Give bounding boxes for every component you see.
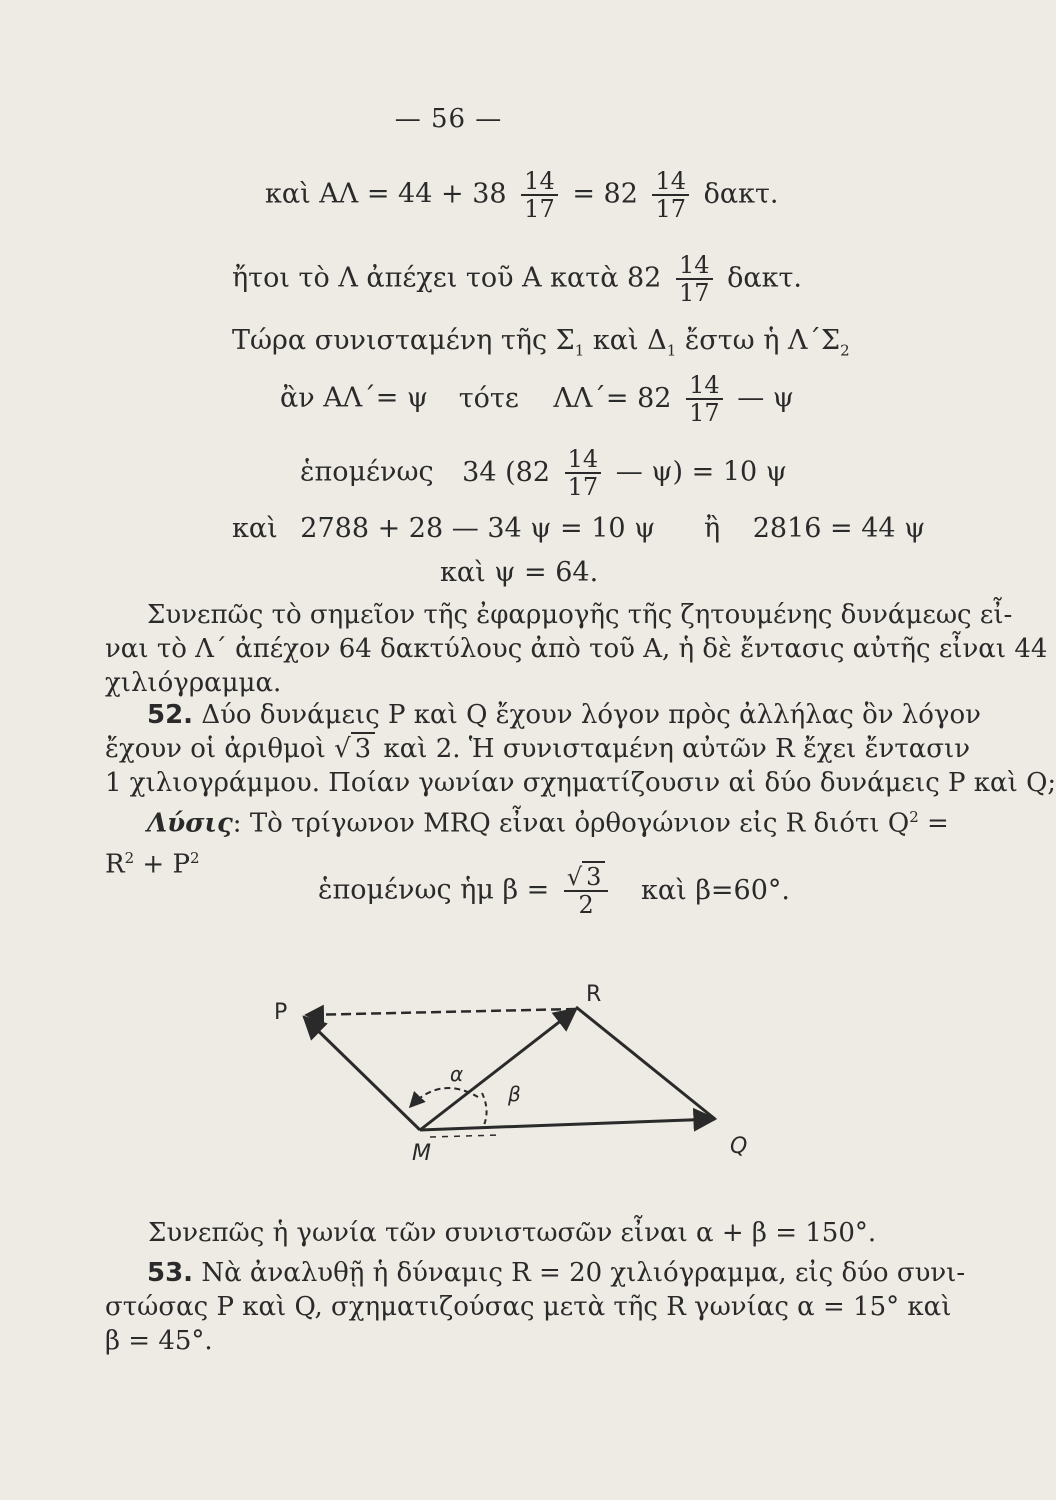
problem-52: 52. Δύο δυνάμεις Ρ καὶ Q ἔχουν λόγον πρὸς ἀλλήλας ὃν λόγον ἔχουν οἱ ἀριθμοὶ √ 3 καὶ 2. Ἡ συνισταμένη αὐτῶν R ἔχει ἔντασιν 1 χιλιογράμμου. Ποίαν γωνίαν σχηματίζουσιν αἱ δύο δυνάμεις Ρ καὶ Q; Λύσις: Τὸ τρίγωνον MRQ εἶναι ὀρθογώνιον εἰς R διότι $Q^2$ = $R^2 + P^2$ — [105, 700, 1056, 880]
equation-distance: ἤτοι τὸ Λ ἀπέχει τοῦ Α κατὰ 82 $\frac{14}{17}$ δακτ. — [232, 251, 802, 307]
problem-number: 52. — [147, 700, 194, 730]
fraction: $\frac{14}{17}$ — [521, 168, 558, 222]
label-r: R — [586, 982, 602, 1007]
fraction: $\frac{√ 3}{2}$ — [564, 864, 609, 918]
equation-psi: ἂν ΑΛ΄= ψ τότε ΛΛ΄= 82 $\frac{14}{17}$ — ψ — [280, 371, 794, 427]
fraction: $\frac{14}{17}$ — [676, 252, 713, 306]
force-diagram — [260, 975, 780, 1175]
fraction: $\frac{14}{17}$ — [565, 446, 602, 500]
equation-beta: ἑπομένως ἡμ β = $\frac{√ 3}{2}$ καὶ β=60°. — [318, 863, 790, 919]
problem-number: 53. — [147, 1258, 194, 1288]
label-alpha: α — [450, 1062, 464, 1086]
label-beta: β — [508, 1082, 521, 1106]
equation-solve: καὶ 2788 + 28 — 34 ψ = 10 ψ ἢ 2816 = 44 ψ — [232, 513, 926, 544]
angle-arc-alpha — [410, 1088, 478, 1107]
equation-result: καὶ ψ = 64. — [440, 557, 599, 588]
fraction: $\frac{14}{17}$ — [652, 168, 689, 222]
angle-arc-beta — [482, 1093, 487, 1125]
vector-p — [304, 1017, 420, 1130]
fraction: $\frac{14}{17}$ — [686, 372, 723, 426]
dashed-line-pr — [306, 1009, 576, 1015]
line-rq — [576, 1007, 715, 1119]
equation-consequence: ἑπομένως 34 (82 $\frac{14}{17}$ — ψ) = 10 ψ — [300, 445, 787, 501]
problem-53: 53. Νὰ ἀναλυθῇ ἡ δύναμις R = 20 χιλιόγραμμα, εἰς δύο συνι- στώσας Ρ καὶ Q, σχηματιζούσας μετὰ τῆς R γωνίας α = 15° καὶ β = 45°. — [105, 1258, 966, 1356]
equation-al: καὶ ΑΛ = 44 + 38 $\frac{14}{17}$ = 82 $\frac{14}{17}$ δακτ. — [265, 167, 779, 223]
angle-conclusion: Συνεπῶς ἡ γωνία τῶν συνιστωσῶν εἶναι α + β = 150°. — [148, 1218, 877, 1248]
vector-q — [420, 1119, 715, 1130]
label-q: Q — [730, 1134, 748, 1159]
conclusion-paragraph: Συνεπῶς τὸ σημεῖον τῆς ἐφαρμογῆς τῆς ζητουμένης δυνάμεως εἶ- ναι τὸ Λ΄ ἀπέχον 64 δακτύλους ἀπὸ τοῦ Α, ἡ δὲ ἔντασις αὐτῆς εἶναι 44 χιλιόγραμμα. — [105, 600, 1048, 698]
page-number: — 56 — — [394, 104, 503, 134]
solution-label: Λύσις — [147, 808, 233, 839]
label-m: M — [412, 1141, 431, 1166]
vector-r — [420, 1009, 576, 1130]
label-p: P — [274, 1000, 288, 1025]
resultant-statement: Τώρα συνισταμένη τῆς $\Sigma_1$ καὶ $\Delta_1$ ἔστω ἡ $\Lambda΄\Sigma_2$ — [232, 325, 850, 360]
